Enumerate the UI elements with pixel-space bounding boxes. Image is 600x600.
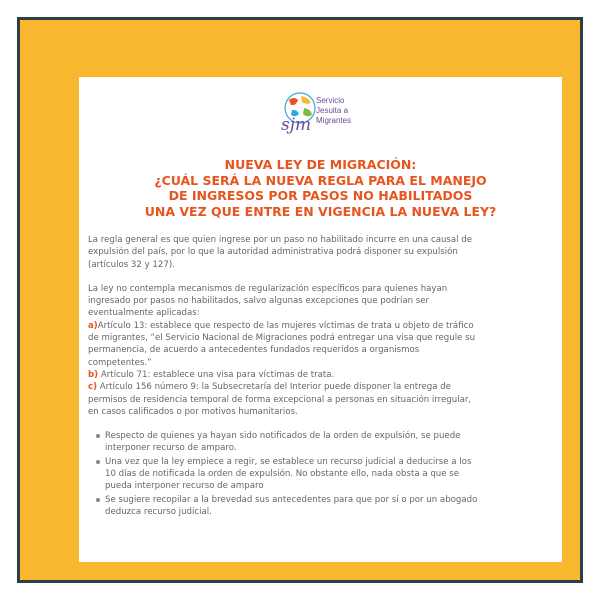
item-a [88, 320, 556, 332]
sjm-logo [274, 88, 394, 136]
page-title [79, 157, 562, 219]
item-c-text: Artículo 156 número 9: la Subsecretaría del Interior puede disponer la entrega de [97, 382, 451, 393]
list-item [96, 494, 556, 519]
item-a-label: a) [88, 320, 98, 331]
text-line: 10 días de notificada la orden de expulsión. No obstante ello, nada obsta a que se [105, 469, 460, 480]
item-b-label: b) [88, 369, 99, 380]
title-line: ¿CUÁL SERÁ LA NUEVA REGLA PARA EL MANEJO [154, 172, 487, 188]
title-line: NUEVA LEY DE MIGRACIÓN: [224, 157, 417, 172]
text-line: competentes.” [88, 357, 152, 368]
text-line: Una vez que la ley empiece a regir, se establece un recurso judicial a deducirse a los [105, 456, 472, 467]
text-line: pueda interponer recurso de amparo [105, 481, 264, 492]
list-item [96, 430, 556, 455]
list-item [96, 456, 556, 493]
text-line: ingresado por pasos no habilitados, salvo algunas excepciones que podrían ser [88, 296, 430, 307]
sjm-monogram: sjm [281, 115, 312, 135]
text-line: permanencia, de acuerdo a antecedentes fundados requeridos a organismos [88, 345, 420, 356]
text-line: La regla general es que quien ingrese por un paso no habilitado incurre en una causal de [88, 235, 473, 245]
text-line: interponer recurso de amparo. [105, 443, 237, 454]
document-card [79, 77, 562, 562]
title-line: DE INGRESOS POR PASOS NO HABILITADOS [168, 188, 473, 203]
logo-wordmark [316, 96, 396, 126]
text-line: La ley no contempla mecanismos de regularización específicos para quienes hayan [88, 283, 448, 294]
intro-paragraph [88, 234, 556, 271]
regularization-paragraph [88, 283, 556, 418]
text-line: eventualmente aplicadas: [88, 308, 200, 319]
text-line: de migrantes, “el Servicio Nacional de Migraciones podrá entregar una visa que regule su [88, 333, 476, 344]
globe-logo-icon [274, 88, 322, 136]
text-line: expulsión del país, por lo que la autoridad administrativa podrá disponer su expulsión [88, 247, 458, 258]
text-line: Respecto de quienes ya hayan sido notificados de la orden de expulsión, se puede [105, 431, 461, 442]
text-line: deduzca recurso judicial. [105, 506, 212, 517]
title-line: UNA VEZ QUE ENTRE EN VIGENCIA LA NUEVA LEY? [144, 203, 497, 219]
item-b-text: Artículo 71: establece una visa para víctimas de trata. [98, 369, 335, 380]
text-line: en casos calificados o por motivos humanitarios. [88, 406, 298, 417]
logo-line: Servicio [316, 96, 345, 105]
logo-line: Jesuita a [316, 106, 349, 115]
item-c-label: c) [88, 382, 98, 393]
text-line: Se sugiere recopilar a la brevedad sus antecedentes para que por sí o por un abogado [105, 494, 478, 505]
bullet-list [88, 430, 556, 518]
item-c [88, 381, 556, 393]
document-body [88, 234, 556, 519]
item-a-text: Artículo 13: establece que respecto de las mujeres víctimas de trata u objeto de tráfico [97, 320, 474, 331]
item-b [88, 369, 556, 381]
text-line: (artículos 32 y 127). [88, 259, 175, 270]
text-line: permisos de residencia temporal de forma excepcional a personas en situación irregular, [88, 394, 472, 405]
yellow-frame [17, 17, 583, 583]
logo-line: Migrantes [316, 116, 352, 125]
